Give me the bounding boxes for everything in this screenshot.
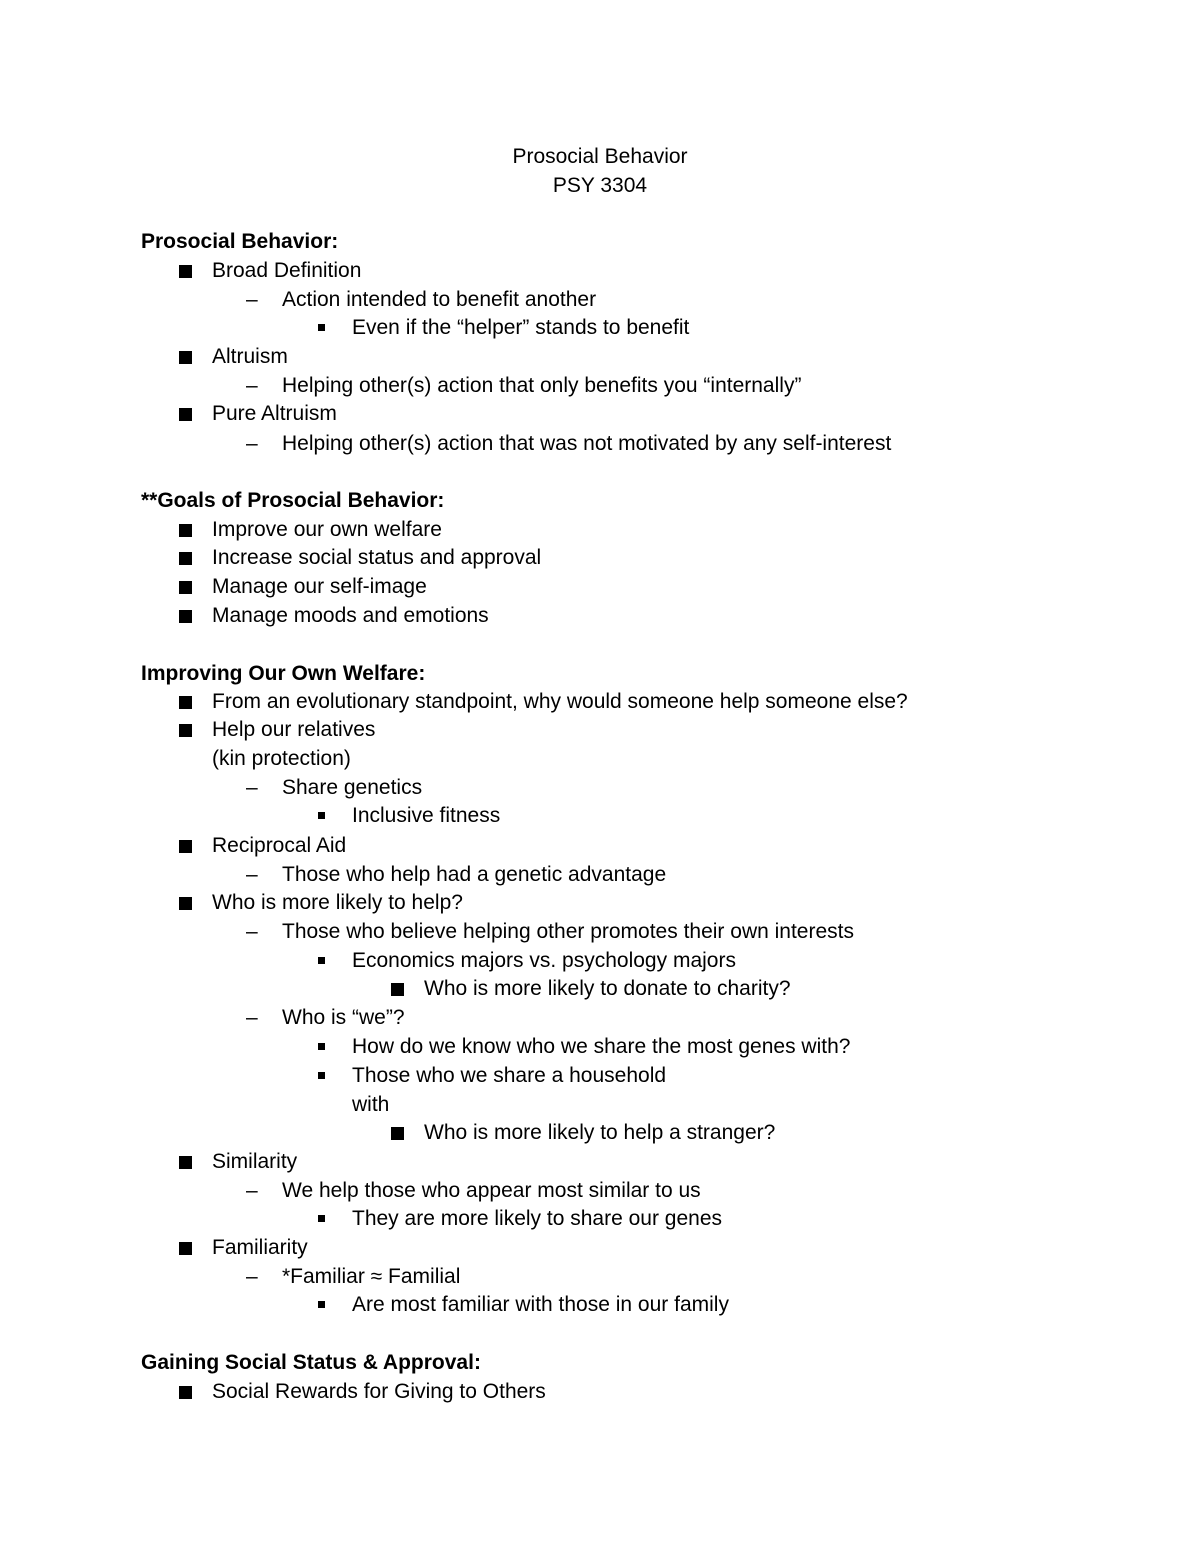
- square-bullet-icon: [179, 840, 192, 853]
- list-item: Social Rewards for Giving to Others: [212, 1380, 546, 1403]
- list-item: Pure Altruism: [212, 402, 337, 425]
- list-item: *Familiar ≈ Familial: [282, 1265, 461, 1288]
- list-item: Familiarity: [212, 1236, 308, 1259]
- list-item: Manage moods and emotions: [212, 604, 489, 627]
- square-bullet-icon: [179, 581, 192, 594]
- list-item: Inclusive fitness: [352, 804, 501, 827]
- list-item: Those who help had a genetic advantage: [282, 863, 667, 886]
- square-bullet-icon: [179, 696, 192, 709]
- list-item: Action intended to benefit another: [282, 288, 597, 311]
- list-item: Altruism: [212, 345, 288, 368]
- small-square-bullet-icon: [318, 324, 325, 331]
- list-item: Helping other(s) action that was not motivated by any self-interest: [282, 432, 892, 455]
- list-item-continuation: with: [352, 1093, 390, 1116]
- dash-bullet-icon: –: [246, 776, 258, 799]
- dash-bullet-icon: –: [246, 432, 258, 455]
- section-heading-prosocial-behavior: Prosocial Behavior:: [141, 230, 339, 253]
- list-item: Similarity: [212, 1150, 298, 1173]
- list-item: Who is “we”?: [282, 1006, 405, 1029]
- list-item: Help our relatives: [212, 718, 376, 741]
- list-item: Increase social status and approval: [212, 546, 542, 569]
- square-bullet-icon: [179, 265, 192, 278]
- dash-bullet-icon: –: [246, 1006, 258, 1029]
- list-item: Economics majors vs. psychology majors: [352, 949, 736, 972]
- course-code: PSY 3304: [552, 174, 648, 197]
- square-bullet-icon: [179, 1386, 192, 1399]
- list-item: Those who believe helping other promotes their own interests: [282, 920, 854, 943]
- small-square-bullet-icon: [318, 1215, 325, 1222]
- small-square-bullet-icon: [318, 1072, 325, 1079]
- document-title: Prosocial Behavior: [512, 145, 688, 168]
- section-heading-goals: **Goals of Prosocial Behavior:: [141, 489, 445, 512]
- list-item: Share genetics: [282, 776, 423, 799]
- list-item-continuation: (kin protection): [212, 747, 351, 770]
- list-item: They are more likely to share our genes: [352, 1207, 723, 1230]
- list-item: We help those who appear most similar to us: [282, 1179, 701, 1202]
- list-item: Improve our own welfare: [212, 518, 442, 541]
- dash-bullet-icon: –: [246, 288, 258, 311]
- dash-bullet-icon: –: [246, 920, 258, 943]
- list-item: Are most familiar with those in our family: [352, 1293, 729, 1316]
- dash-bullet-icon: –: [246, 374, 258, 397]
- list-item: From an evolutionary standpoint, why would someone help someone else?: [212, 690, 908, 713]
- list-item: Broad Definition: [212, 259, 362, 282]
- list-item: Reciprocal Aid: [212, 834, 347, 857]
- square-bullet-icon: [179, 724, 192, 737]
- list-item: Who is more likely to help a stranger?: [424, 1121, 776, 1144]
- square-bullet-icon: [391, 983, 404, 996]
- small-square-bullet-icon: [318, 812, 325, 819]
- square-bullet-icon: [179, 351, 192, 364]
- list-item: How do we know who we share the most genes with?: [352, 1035, 851, 1058]
- dash-bullet-icon: –: [246, 1265, 258, 1288]
- square-bullet-icon: [179, 897, 192, 910]
- small-square-bullet-icon: [318, 957, 325, 964]
- square-bullet-icon: [391, 1127, 404, 1140]
- list-item: Those who we share a household: [352, 1064, 667, 1087]
- list-item: Even if the “helper” stands to benefit: [352, 316, 690, 339]
- square-bullet-icon: [179, 408, 192, 421]
- list-item: Helping other(s) action that only benefits you “internally”: [282, 374, 802, 397]
- list-item: Who is more likely to donate to charity?: [424, 977, 791, 1000]
- square-bullet-icon: [179, 552, 192, 565]
- list-item: Manage our self-image: [212, 575, 427, 598]
- list-item: Who is more likely to help?: [212, 891, 463, 914]
- section-heading-social-status: Gaining Social Status & Approval:: [141, 1351, 481, 1374]
- square-bullet-icon: [179, 610, 192, 623]
- small-square-bullet-icon: [318, 1301, 325, 1308]
- dash-bullet-icon: –: [246, 1179, 258, 1202]
- dash-bullet-icon: –: [246, 863, 258, 886]
- square-bullet-icon: [179, 1242, 192, 1255]
- square-bullet-icon: [179, 1156, 192, 1169]
- small-square-bullet-icon: [318, 1043, 325, 1050]
- section-heading-welfare: Improving Our Own Welfare:: [141, 662, 426, 685]
- square-bullet-icon: [179, 524, 192, 537]
